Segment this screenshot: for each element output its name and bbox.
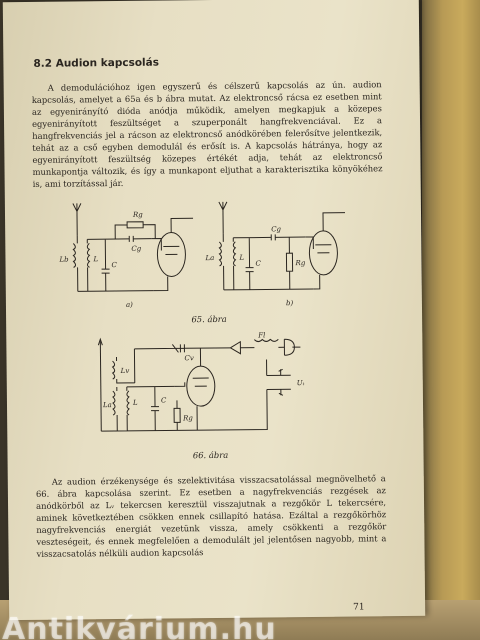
label-cg-a: Cg [131, 244, 142, 253]
label-cg-b: Cg [271, 225, 282, 234]
book-page [3, 0, 425, 620]
label-l-a: L [93, 255, 99, 264]
figure-65-circuits [33, 192, 384, 314]
label-c-a: C [111, 261, 117, 270]
label-l: L [132, 398, 138, 407]
label-rg-b: Rg [295, 259, 306, 268]
label-c: C [160, 396, 167, 405]
figure-65 [33, 192, 384, 326]
antenna-icon [73, 203, 81, 235]
label-lb-a: Lb [59, 255, 69, 264]
label-la-b: La [205, 253, 215, 263]
label-rg-a: Rg [132, 210, 143, 219]
page-content [31, 54, 386, 560]
label-ut: Uₜ [296, 379, 305, 388]
label-sub-b: b) [285, 299, 294, 308]
figure-65-caption: 65. ábra [191, 313, 227, 325]
figure-66 [34, 328, 385, 462]
figure-65b-circuit [204, 201, 346, 308]
figure-65a-circuit [58, 202, 194, 309]
label-lv: Lv [120, 366, 130, 375]
figure-66-caption: 66. ábra [192, 449, 229, 461]
watermark-text: Antikvárium.hu [2, 612, 277, 640]
label-sub-a: a) [125, 300, 133, 309]
page-number: 71 [353, 602, 365, 613]
figure-66-circuit [34, 328, 385, 450]
paragraph-2: Az audion érzékenysége és szelektivitása visszacsatolással megnövelhető a 66. ábra kapcsolása szerint. Ez esetben a nagyfrekvenciás rezgések az anódkörből az Lᵥ tekercsen keresztül visszajutnak a rezgőkör L tekercsére, aminek következtében csökken ennek csillapító hatása. Ezáltal a rezgőkörhöz nagyfrekvenciás energiát vezetünk vissza, amely csökkenti a rezgőkör veszteségeit, és ennek megfelelően a demodulált jel jelentősen nagyobb, mint a visszacsatolás nélküli audion kapcsolás [35, 473, 387, 559]
label-c-b: C [255, 259, 261, 268]
paragraph-1: A demodulációhoz igen egyszerű és célszerű kapcsolás az ún. audion kapcsolás, amelyet a 65a és b ábra mutat. Az elektroncső rácsa ez esetben mint az egyenirányító dióda anódja működik, amelyen megkapjuk a közepes egyenirányított feszültséget a szuperponált hangfrekvenciával. Ez a hangfrekvenciás jel a rácson az elektroncső anódkörében felerősítve jelentkezik, tehát az a cső egyben demodulál és erősít is. A kapcsolás hátránya, hogy az egyenirányított feszültség közepes értékét adja, tehát az elektroncső munkapontja változik, és így a munkapont eljuthat a karakterisztika könyökéhez is, ami torzítással jár. [31, 79, 383, 189]
book-cover-edge [422, 0, 480, 640]
label-l-b: L [239, 253, 245, 262]
section-title: 8.2 Audion kapcsolás [33, 56, 160, 70]
label-rg: Rg [183, 414, 193, 423]
label-cv: Cv [184, 354, 194, 363]
label-fl: Fl [258, 331, 266, 340]
label-la: La [102, 401, 112, 410]
